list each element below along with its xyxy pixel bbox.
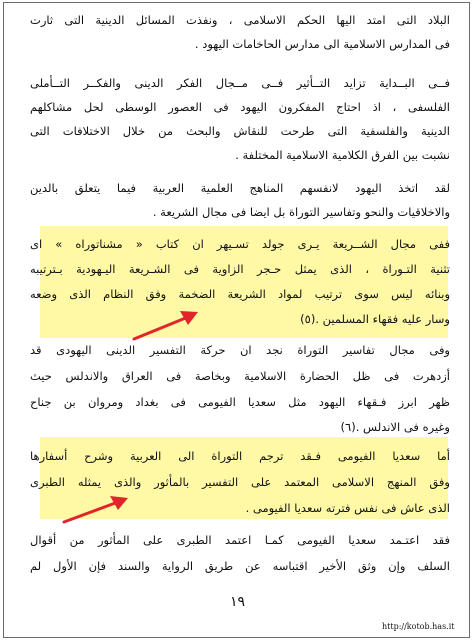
text-line: والاخلاقيات والنحو وتفاسير التوراة بل ايضا فى مجال الشريعة . <box>152 205 450 219</box>
highlighted-text-line: وفق المنهج الاسلامى المعتمد على التفسير بالمأثور والذى يمثله الطبرى <box>30 475 450 489</box>
highlighted-text-line: أما سعديا الفيومى فـقد ترجم التوراة الى العربية وشرح أسفارها <box>30 449 450 463</box>
text-line: الفلسفى ، اذ احتاج المفكرون اليهود فى العصور الوسطى لحل مشاكلهم <box>30 100 450 114</box>
highlighted-text-line: وبنائه ليس سوى ترتيب لمواد الشريعة الضخمة وفق النظام الذى وضعه <box>30 287 450 301</box>
highlighted-text-line: ففى مجال الشــريعة يـرى جولد تسـيهر ان كتاب « مشناتوراه » اى <box>30 237 450 251</box>
highlighted-text-line: وسار عليه فقهاء المسلمين .(٥) <box>300 312 450 326</box>
text-line: السلف وإن وثق الأخير اقتباسه عن طريق الرواية والسند فإن الأول لم <box>30 559 450 573</box>
text-line: فقد اعتـمد سعديا الفيومى كمـا اعتمد الطبرى على المأثور من أقوال <box>30 533 450 547</box>
red-arrow-icon <box>58 492 138 528</box>
highlighted-text-line: الذى عاش فى نفس فترته سعديا الفيومى . <box>245 501 450 515</box>
text-line: وغيره فى الاندلس .(٦) <box>340 420 450 434</box>
footer-url: http://kotob.has.it <box>382 622 455 631</box>
page-number: ١٩ <box>229 594 246 610</box>
text-line: وفى مجال تفاسير التوراة نجد ان حركة التفسير الدينى اليهودى قد <box>30 343 450 357</box>
text-line: أزدهرت فى ظل الحضارة الاسلامية وبخاصة فى العراق والاندلس حيث <box>30 369 450 383</box>
red-arrow-icon <box>128 305 208 345</box>
text-line: البلاد التى امتد اليها الحكم الاسلامى ، ونفذت المسائل الدينية التى ثارت <box>30 13 450 27</box>
text-line: فــى البــداية تزايد التــأثير فــى مــجال الفكر الدينى والفكــر التــأملى <box>30 76 450 90</box>
text-line: ظهر ابرز فـقهاء اليهود مثل سعديا الفيومى فى بغداد ومروان بن جناح <box>30 395 450 409</box>
highlighted-text-line: تثنية التـوراة ، الذى يمثل حـجر الزاوية فى الشـريعة اليـهودية بـترتيبه <box>30 262 450 276</box>
text-line: فى المدارس الاسلامية الى مدارس الحاخامات اليهود . <box>194 37 450 51</box>
text-line: نشبت بين الفرق الكلامية الاسلامية المختلفة . <box>235 148 450 162</box>
text-line: الدينية والفلسفية التى طرحت للنقاش والبحث من خلال الاختلافات التى <box>30 124 450 138</box>
text-line: لقد اتخذ اليهود لانفسهم المناهج العلمية العربية فيما يتعلق بالدين <box>30 181 450 195</box>
